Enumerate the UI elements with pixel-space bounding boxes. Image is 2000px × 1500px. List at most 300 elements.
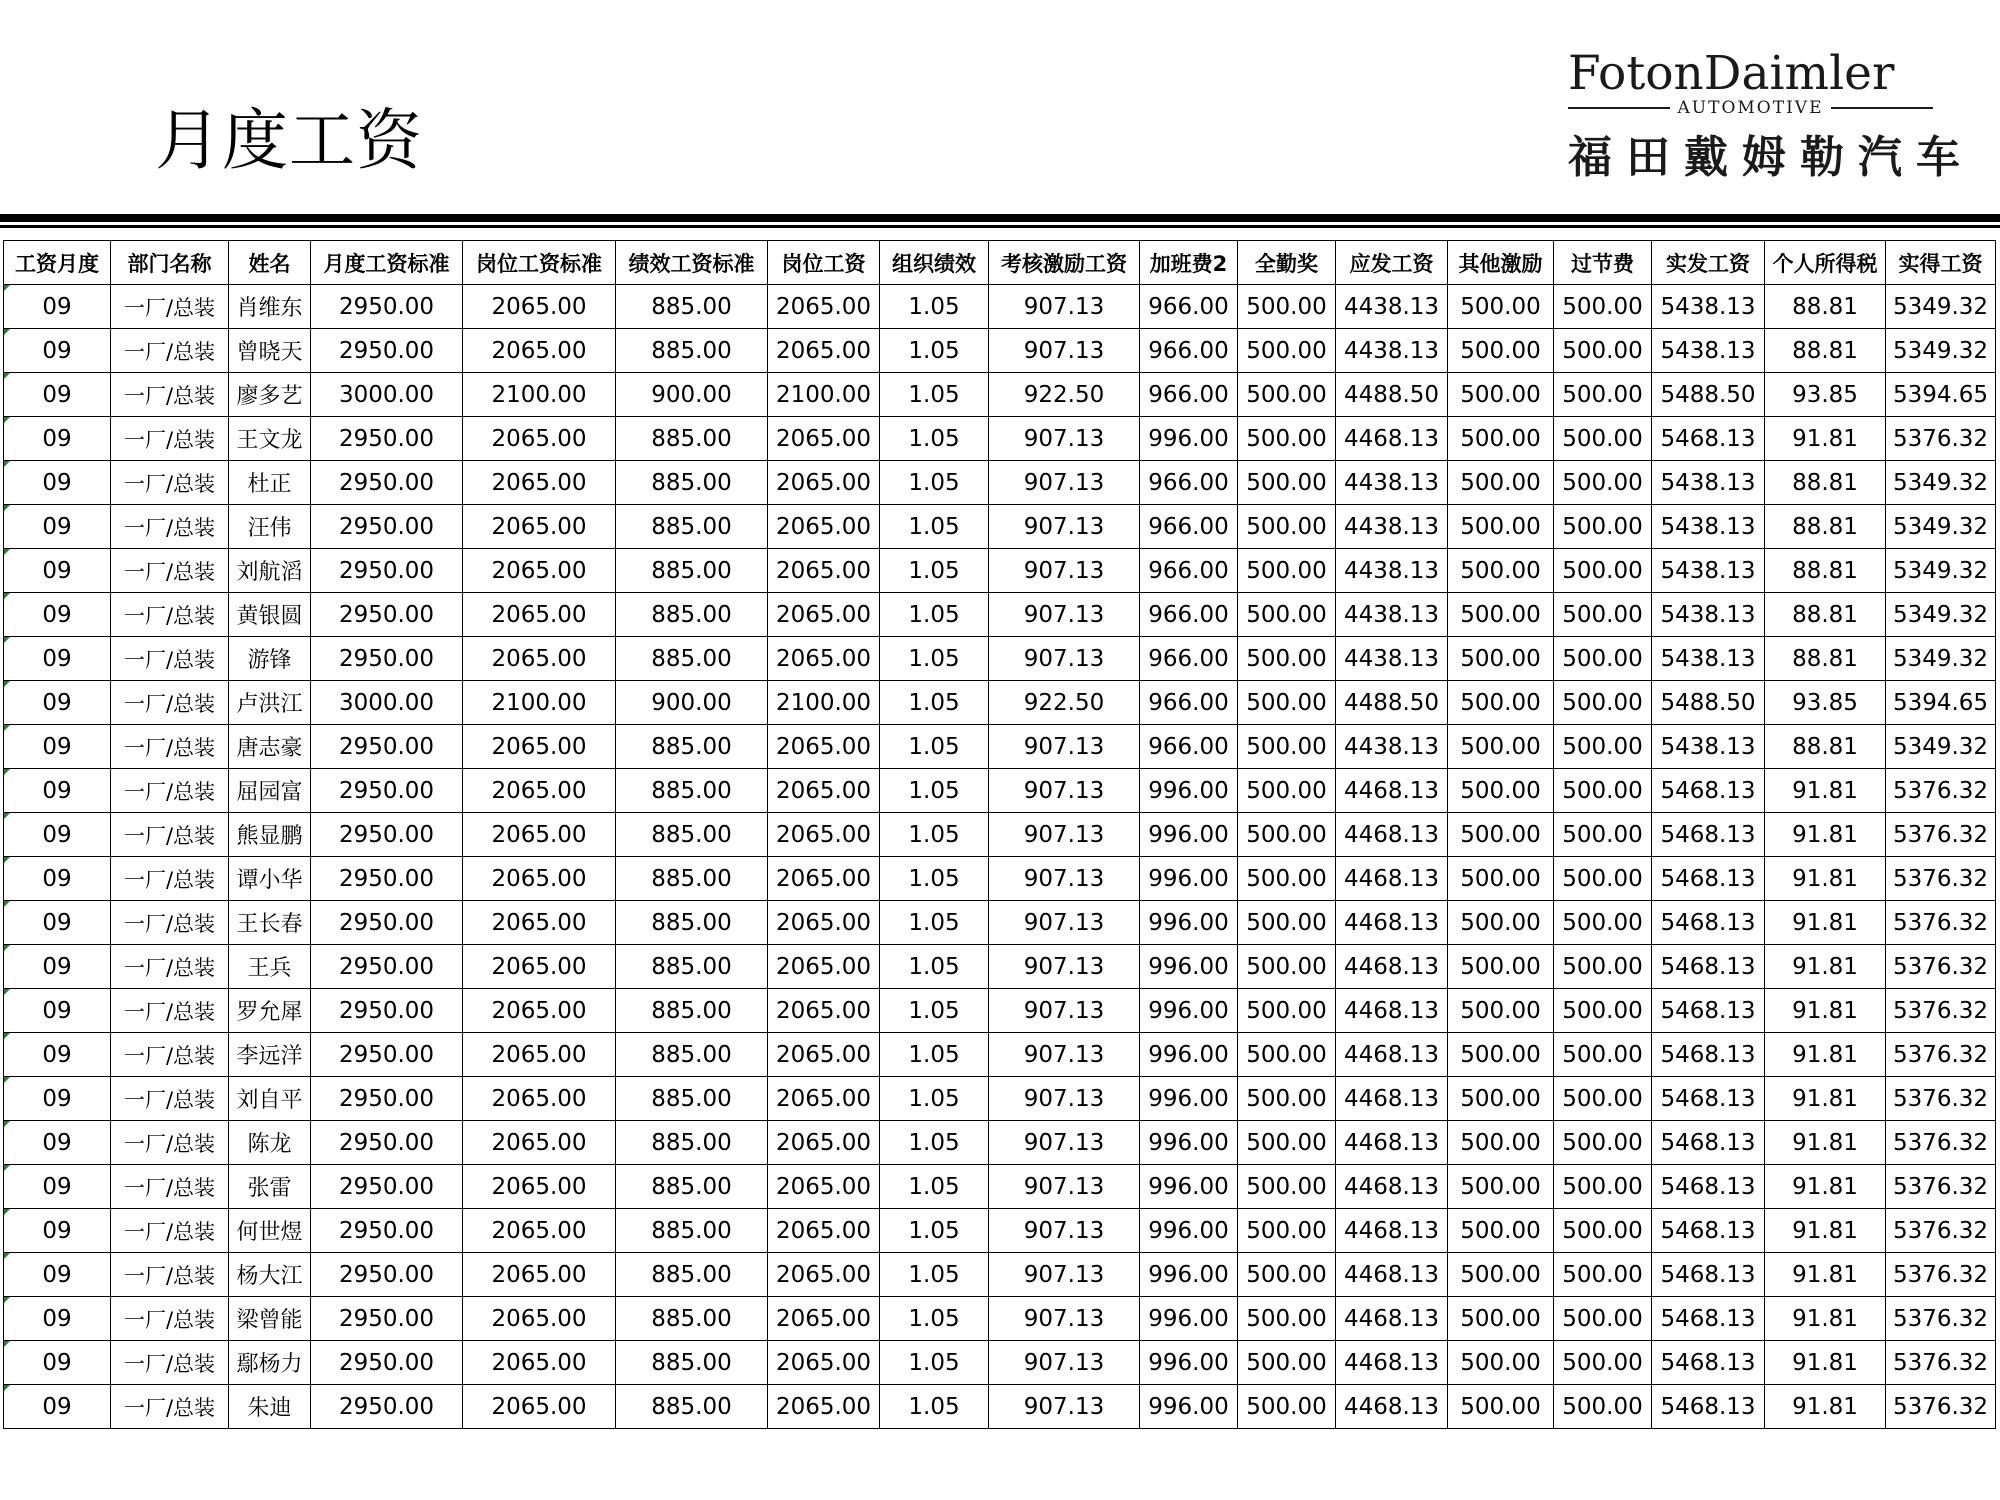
table-cell: 2950.00 <box>311 989 463 1033</box>
table-cell: 2065.00 <box>463 593 616 637</box>
table-cell: 996.00 <box>1140 1209 1238 1253</box>
table-cell: 885.00 <box>616 1297 768 1341</box>
table-cell: 09 <box>4 1033 111 1077</box>
column-header: 考核激励工资 <box>989 241 1140 285</box>
table-cell: 2950.00 <box>311 285 463 329</box>
table-cell: 09 <box>4 769 111 813</box>
table-cell: 2065.00 <box>768 637 880 681</box>
table-cell: 5468.13 <box>1652 1297 1765 1341</box>
table-cell: 5438.13 <box>1652 505 1765 549</box>
table-cell: 5468.13 <box>1652 1077 1765 1121</box>
table-cell: 5394.65 <box>1886 373 1996 417</box>
column-header: 部门名称 <box>111 241 229 285</box>
table-row <box>4 417 1996 461</box>
table-cell: 2065.00 <box>463 1077 616 1121</box>
column-header: 其他激励 <box>1448 241 1554 285</box>
table-cell: 2065.00 <box>768 1209 880 1253</box>
table-cell: 2065.00 <box>463 857 616 901</box>
table-cell: 500.00 <box>1448 505 1554 549</box>
table-cell: 500.00 <box>1238 681 1336 725</box>
logo-tagline: AUTOMOTIVE <box>1677 98 1824 118</box>
table-cell: 500.00 <box>1238 549 1336 593</box>
table-cell: 2100.00 <box>768 373 880 417</box>
table-cell: 500.00 <box>1448 637 1554 681</box>
table-cell: 91.81 <box>1765 813 1886 857</box>
table-cell: 500.00 <box>1448 1253 1554 1297</box>
table-body <box>4 285 1996 1429</box>
table-cell: 922.50 <box>989 373 1140 417</box>
table-cell: 一厂/总装 <box>111 593 229 637</box>
table-cell: 一厂/总装 <box>111 1297 229 1341</box>
table-cell: 500.00 <box>1448 1033 1554 1077</box>
table-cell: 2950.00 <box>311 329 463 373</box>
table-cell: 500.00 <box>1238 593 1336 637</box>
table-cell: 1.05 <box>880 1209 989 1253</box>
table-cell: 500.00 <box>1448 1385 1554 1429</box>
table-cell: 5376.32 <box>1886 769 1996 813</box>
table-cell: 5468.13 <box>1652 1385 1765 1429</box>
table-cell: 2065.00 <box>768 1385 880 1429</box>
table-cell: 966.00 <box>1140 373 1238 417</box>
table-cell: 996.00 <box>1140 1253 1238 1297</box>
table-cell: 5376.32 <box>1886 813 1996 857</box>
table-cell: 2950.00 <box>311 1121 463 1165</box>
table-cell: 900.00 <box>616 373 768 417</box>
table-cell: 2950.00 <box>311 1341 463 1385</box>
table-cell: 5468.13 <box>1652 857 1765 901</box>
table-cell: 3000.00 <box>311 373 463 417</box>
column-header: 全勤奖 <box>1238 241 1336 285</box>
table-cell: 500.00 <box>1238 373 1336 417</box>
table-cell: 刘航滔 <box>229 549 311 593</box>
table-row <box>4 461 1996 505</box>
table-cell: 996.00 <box>1140 1121 1238 1165</box>
table-cell: 885.00 <box>616 1341 768 1385</box>
table-cell: 500.00 <box>1238 813 1336 857</box>
table-cell: 885.00 <box>616 1385 768 1429</box>
table-cell: 500.00 <box>1554 285 1652 329</box>
table-cell: 966.00 <box>1140 725 1238 769</box>
table-cell: 曾晓天 <box>229 329 311 373</box>
table-cell: 2065.00 <box>768 901 880 945</box>
table-cell: 500.00 <box>1554 373 1652 417</box>
table-cell: 09 <box>4 725 111 769</box>
table-cell: 500.00 <box>1554 725 1652 769</box>
table-cell: 91.81 <box>1765 901 1886 945</box>
table-cell: 一厂/总装 <box>111 549 229 593</box>
table-cell: 5438.13 <box>1652 593 1765 637</box>
table-cell: 88.81 <box>1765 637 1886 681</box>
table-cell: 1.05 <box>880 1341 989 1385</box>
table-row <box>4 901 1996 945</box>
table-cell: 500.00 <box>1448 857 1554 901</box>
table-cell: 88.81 <box>1765 505 1886 549</box>
table-cell: 885.00 <box>616 1209 768 1253</box>
table-cell: 5376.32 <box>1886 1077 1996 1121</box>
table-cell: 907.13 <box>989 1121 1140 1165</box>
table-cell: 09 <box>4 1385 111 1429</box>
table-cell: 500.00 <box>1448 1121 1554 1165</box>
table-cell: 2065.00 <box>768 725 880 769</box>
table-cell: 陈龙 <box>229 1121 311 1165</box>
table-cell: 一厂/总装 <box>111 637 229 681</box>
table-cell: 2065.00 <box>463 1253 616 1297</box>
table-cell: 500.00 <box>1238 637 1336 681</box>
table-cell: 一厂/总装 <box>111 1385 229 1429</box>
table-cell: 4468.13 <box>1336 857 1448 901</box>
table-cell: 5349.32 <box>1886 285 1996 329</box>
table-cell: 5438.13 <box>1652 329 1765 373</box>
table-cell: 885.00 <box>616 417 768 461</box>
table-cell: 09 <box>4 373 111 417</box>
table-cell: 5349.32 <box>1886 329 1996 373</box>
table-cell: 996.00 <box>1140 945 1238 989</box>
table-row <box>4 637 1996 681</box>
table-cell: 500.00 <box>1238 725 1336 769</box>
table-cell: 2065.00 <box>768 1077 880 1121</box>
table-cell: 5376.32 <box>1886 989 1996 1033</box>
table-row <box>4 989 1996 1033</box>
table-cell: 91.81 <box>1765 1121 1886 1165</box>
table-cell: 2065.00 <box>463 1033 616 1077</box>
table-cell: 09 <box>4 1209 111 1253</box>
table-cell: 1.05 <box>880 461 989 505</box>
table-cell: 09 <box>4 1297 111 1341</box>
table-cell: 885.00 <box>616 769 768 813</box>
table-cell: 5376.32 <box>1886 1165 1996 1209</box>
table-cell: 996.00 <box>1140 1165 1238 1209</box>
table-cell: 4468.13 <box>1336 1341 1448 1385</box>
table-cell: 5376.32 <box>1886 945 1996 989</box>
table-cell: 500.00 <box>1554 593 1652 637</box>
table-cell: 1.05 <box>880 989 989 1033</box>
table-row <box>4 681 1996 725</box>
column-header: 加班费2 <box>1140 241 1238 285</box>
table-cell: 91.81 <box>1765 1077 1886 1121</box>
column-header: 月度工资标准 <box>311 241 463 285</box>
table-cell: 500.00 <box>1554 1121 1652 1165</box>
table-cell: 何世煜 <box>229 1209 311 1253</box>
table-cell: 91.81 <box>1765 945 1886 989</box>
table-cell: 500.00 <box>1554 637 1652 681</box>
table-cell: 一厂/总装 <box>111 857 229 901</box>
table-cell: 88.81 <box>1765 725 1886 769</box>
table-cell: 966.00 <box>1140 505 1238 549</box>
table-cell: 王文龙 <box>229 417 311 461</box>
table-cell: 500.00 <box>1238 1121 1336 1165</box>
table-cell: 2065.00 <box>768 1033 880 1077</box>
table-cell: 2950.00 <box>311 945 463 989</box>
table-cell: 游锋 <box>229 637 311 681</box>
table-cell: 梁曾能 <box>229 1297 311 1341</box>
table-cell: 一厂/总装 <box>111 1253 229 1297</box>
table-cell: 一厂/总装 <box>111 1209 229 1253</box>
table-cell: 1.05 <box>880 1077 989 1121</box>
table-cell: 996.00 <box>1140 1385 1238 1429</box>
table-cell: 500.00 <box>1554 417 1652 461</box>
table-cell: 1.05 <box>880 285 989 329</box>
table-cell: 4438.13 <box>1336 593 1448 637</box>
table-cell: 2065.00 <box>768 813 880 857</box>
table-cell: 2950.00 <box>311 1209 463 1253</box>
table-cell: 5376.32 <box>1886 1209 1996 1253</box>
logo-divider <box>1568 107 1670 109</box>
table-cell: 4468.13 <box>1336 417 1448 461</box>
table-cell: 500.00 <box>1448 1341 1554 1385</box>
table-cell: 996.00 <box>1140 857 1238 901</box>
table-row <box>4 1165 1996 1209</box>
table-cell: 907.13 <box>989 329 1140 373</box>
table-cell: 885.00 <box>616 505 768 549</box>
table-cell: 09 <box>4 549 111 593</box>
table-cell: 996.00 <box>1140 1341 1238 1385</box>
table-cell: 09 <box>4 461 111 505</box>
table-row <box>4 505 1996 549</box>
table-cell: 4468.13 <box>1336 1033 1448 1077</box>
table-cell: 2950.00 <box>311 1297 463 1341</box>
table-cell: 907.13 <box>989 549 1140 593</box>
table-cell: 500.00 <box>1448 813 1554 857</box>
table-cell: 907.13 <box>989 901 1140 945</box>
table-cell: 5438.13 <box>1652 637 1765 681</box>
table-cell: 肖维东 <box>229 285 311 329</box>
table-cell: 09 <box>4 637 111 681</box>
table-cell: 2065.00 <box>463 1209 616 1253</box>
table-cell: 5349.32 <box>1886 593 1996 637</box>
table-cell: 一厂/总装 <box>111 813 229 857</box>
table-cell: 91.81 <box>1765 1297 1886 1341</box>
table-cell: 500.00 <box>1554 989 1652 1033</box>
column-header: 过节费 <box>1554 241 1652 285</box>
table-cell: 4438.13 <box>1336 505 1448 549</box>
table-cell: 5376.32 <box>1886 1385 1996 1429</box>
table-cell: 500.00 <box>1238 285 1336 329</box>
table-cell: 张雷 <box>229 1165 311 1209</box>
table-cell: 907.13 <box>989 1165 1140 1209</box>
table-cell: 5376.32 <box>1886 1033 1996 1077</box>
table-row <box>4 1253 1996 1297</box>
table-cell: 5438.13 <box>1652 725 1765 769</box>
page-title: 月度工资 <box>155 102 423 179</box>
table-cell: 2065.00 <box>463 285 616 329</box>
table-cell: 500.00 <box>1448 681 1554 725</box>
table-cell: 3000.00 <box>311 681 463 725</box>
table-cell: 李远洋 <box>229 1033 311 1077</box>
table-cell: 500.00 <box>1238 329 1336 373</box>
table-cell: 2065.00 <box>768 285 880 329</box>
table-cell: 907.13 <box>989 1297 1140 1341</box>
table-cell: 2065.00 <box>463 417 616 461</box>
table-cell: 09 <box>4 505 111 549</box>
table-cell: 4438.13 <box>1336 285 1448 329</box>
table-cell: 500.00 <box>1448 1209 1554 1253</box>
table-cell: 2950.00 <box>311 1077 463 1121</box>
column-header: 绩效工资标准 <box>616 241 768 285</box>
table-cell: 4438.13 <box>1336 461 1448 505</box>
table-cell: 500.00 <box>1554 505 1652 549</box>
table-cell: 91.81 <box>1765 1165 1886 1209</box>
table-cell: 09 <box>4 945 111 989</box>
table-cell: 2065.00 <box>463 549 616 593</box>
table-cell: 500.00 <box>1238 1209 1336 1253</box>
table-cell: 885.00 <box>616 593 768 637</box>
table-cell: 4488.50 <box>1336 681 1448 725</box>
table-cell: 2065.00 <box>768 1253 880 1297</box>
table-row <box>4 285 1996 329</box>
table-cell: 91.81 <box>1765 1253 1886 1297</box>
table-cell: 5349.32 <box>1886 461 1996 505</box>
table-cell: 5488.50 <box>1652 373 1765 417</box>
table-cell: 500.00 <box>1238 1297 1336 1341</box>
table-cell: 刘自平 <box>229 1077 311 1121</box>
table-cell: 2065.00 <box>463 329 616 373</box>
table-cell: 2950.00 <box>311 1253 463 1297</box>
table-cell: 88.81 <box>1765 593 1886 637</box>
table-cell: 2065.00 <box>463 505 616 549</box>
table-cell: 91.81 <box>1765 1385 1886 1429</box>
table-cell: 1.05 <box>880 769 989 813</box>
column-header: 应发工资 <box>1336 241 1448 285</box>
table-cell: 5376.32 <box>1886 1297 1996 1341</box>
table-cell: 500.00 <box>1554 1253 1652 1297</box>
table-cell: 500.00 <box>1448 1297 1554 1341</box>
table-cell: 09 <box>4 1341 111 1385</box>
table-cell: 500.00 <box>1554 461 1652 505</box>
table-cell: 91.81 <box>1765 1341 1886 1385</box>
table-cell: 93.85 <box>1765 373 1886 417</box>
table-cell: 一厂/总装 <box>111 1033 229 1077</box>
table-cell: 2065.00 <box>768 329 880 373</box>
table-cell: 4468.13 <box>1336 1121 1448 1165</box>
table-cell: 4488.50 <box>1336 373 1448 417</box>
table-cell: 907.13 <box>989 1341 1140 1385</box>
table-cell: 1.05 <box>880 1253 989 1297</box>
table-cell: 2100.00 <box>768 681 880 725</box>
table-cell: 2950.00 <box>311 461 463 505</box>
table-cell: 卢洪江 <box>229 681 311 725</box>
table-cell: 4468.13 <box>1336 1253 1448 1297</box>
table-cell: 966.00 <box>1140 637 1238 681</box>
table-cell: 500.00 <box>1238 989 1336 1033</box>
table-cell: 2950.00 <box>311 1385 463 1429</box>
table-cell: 1.05 <box>880 1121 989 1165</box>
table-cell: 4468.13 <box>1336 901 1448 945</box>
table-cell: 91.81 <box>1765 857 1886 901</box>
column-header: 实发工资 <box>1652 241 1765 285</box>
table-cell: 4438.13 <box>1336 637 1448 681</box>
table-cell: 09 <box>4 901 111 945</box>
table-cell: 885.00 <box>616 945 768 989</box>
table-cell: 885.00 <box>616 549 768 593</box>
table-cell: 500.00 <box>1554 769 1652 813</box>
table-cell: 88.81 <box>1765 549 1886 593</box>
table-row <box>4 329 1996 373</box>
table-cell: 杨大江 <box>229 1253 311 1297</box>
table-cell: 1.05 <box>880 637 989 681</box>
table-cell: 1.05 <box>880 1297 989 1341</box>
table-cell: 5438.13 <box>1652 461 1765 505</box>
table-cell: 500.00 <box>1238 461 1336 505</box>
header-divider-thick <box>0 214 2000 222</box>
table-cell: 熊显鹏 <box>229 813 311 857</box>
table-cell: 1.05 <box>880 1385 989 1429</box>
table-cell: 5394.65 <box>1886 681 1996 725</box>
table-cell: 09 <box>4 989 111 1033</box>
table-cell: 885.00 <box>616 725 768 769</box>
table-cell: 5468.13 <box>1652 901 1765 945</box>
table-cell: 996.00 <box>1140 769 1238 813</box>
table-cell: 93.85 <box>1765 681 1886 725</box>
table-cell: 5438.13 <box>1652 285 1765 329</box>
table-cell: 500.00 <box>1554 901 1652 945</box>
table-cell: 500.00 <box>1554 1165 1652 1209</box>
column-header: 组织绩效 <box>880 241 989 285</box>
table-cell: 966.00 <box>1140 549 1238 593</box>
table-cell: 907.13 <box>989 1077 1140 1121</box>
table-cell: 907.13 <box>989 593 1140 637</box>
table-cell: 5468.13 <box>1652 1209 1765 1253</box>
table-cell: 500.00 <box>1448 373 1554 417</box>
table-cell: 88.81 <box>1765 329 1886 373</box>
table-cell: 1.05 <box>880 1165 989 1209</box>
table-row <box>4 769 1996 813</box>
table-cell: 885.00 <box>616 901 768 945</box>
table-cell: 一厂/总装 <box>111 329 229 373</box>
column-header: 个人所得税 <box>1765 241 1886 285</box>
table-cell: 907.13 <box>989 725 1140 769</box>
table-cell: 一厂/总装 <box>111 1077 229 1121</box>
table-row <box>4 813 1996 857</box>
table-cell: 2065.00 <box>768 857 880 901</box>
table-cell: 2950.00 <box>311 637 463 681</box>
table-cell: 09 <box>4 1077 111 1121</box>
table-cell: 500.00 <box>1238 1077 1336 1121</box>
table-cell: 2065.00 <box>768 1297 880 1341</box>
table-cell: 500.00 <box>1238 1341 1336 1385</box>
table-cell: 09 <box>4 329 111 373</box>
table-cell: 5349.32 <box>1886 549 1996 593</box>
table-cell: 907.13 <box>989 1385 1140 1429</box>
table-cell: 09 <box>4 1165 111 1209</box>
table-cell: 一厂/总装 <box>111 725 229 769</box>
table-cell: 一厂/总装 <box>111 417 229 461</box>
table-cell: 885.00 <box>616 1077 768 1121</box>
table-cell: 1.05 <box>880 901 989 945</box>
column-header: 岗位工资 <box>768 241 880 285</box>
table-cell: 907.13 <box>989 857 1140 901</box>
table-cell: 5468.13 <box>1652 813 1765 857</box>
table-cell: 907.13 <box>989 769 1140 813</box>
table-cell: 1.05 <box>880 725 989 769</box>
table-cell: 885.00 <box>616 637 768 681</box>
table-cell: 500.00 <box>1238 1253 1336 1297</box>
table-cell: 2065.00 <box>463 725 616 769</box>
table-cell: 500.00 <box>1554 549 1652 593</box>
table-cell: 91.81 <box>1765 1209 1886 1253</box>
column-header: 工资月度 <box>4 241 111 285</box>
table-cell: 500.00 <box>1238 417 1336 461</box>
table-cell: 4468.13 <box>1336 813 1448 857</box>
table-cell: 907.13 <box>989 813 1140 857</box>
table-cell: 2065.00 <box>463 813 616 857</box>
table-cell: 5468.13 <box>1652 417 1765 461</box>
table-cell: 5468.13 <box>1652 1341 1765 1385</box>
salary-table <box>3 240 1996 1429</box>
table-cell: 2065.00 <box>768 989 880 1033</box>
table-cell: 2065.00 <box>768 461 880 505</box>
table-cell: 922.50 <box>989 681 1140 725</box>
table-cell: 885.00 <box>616 813 768 857</box>
